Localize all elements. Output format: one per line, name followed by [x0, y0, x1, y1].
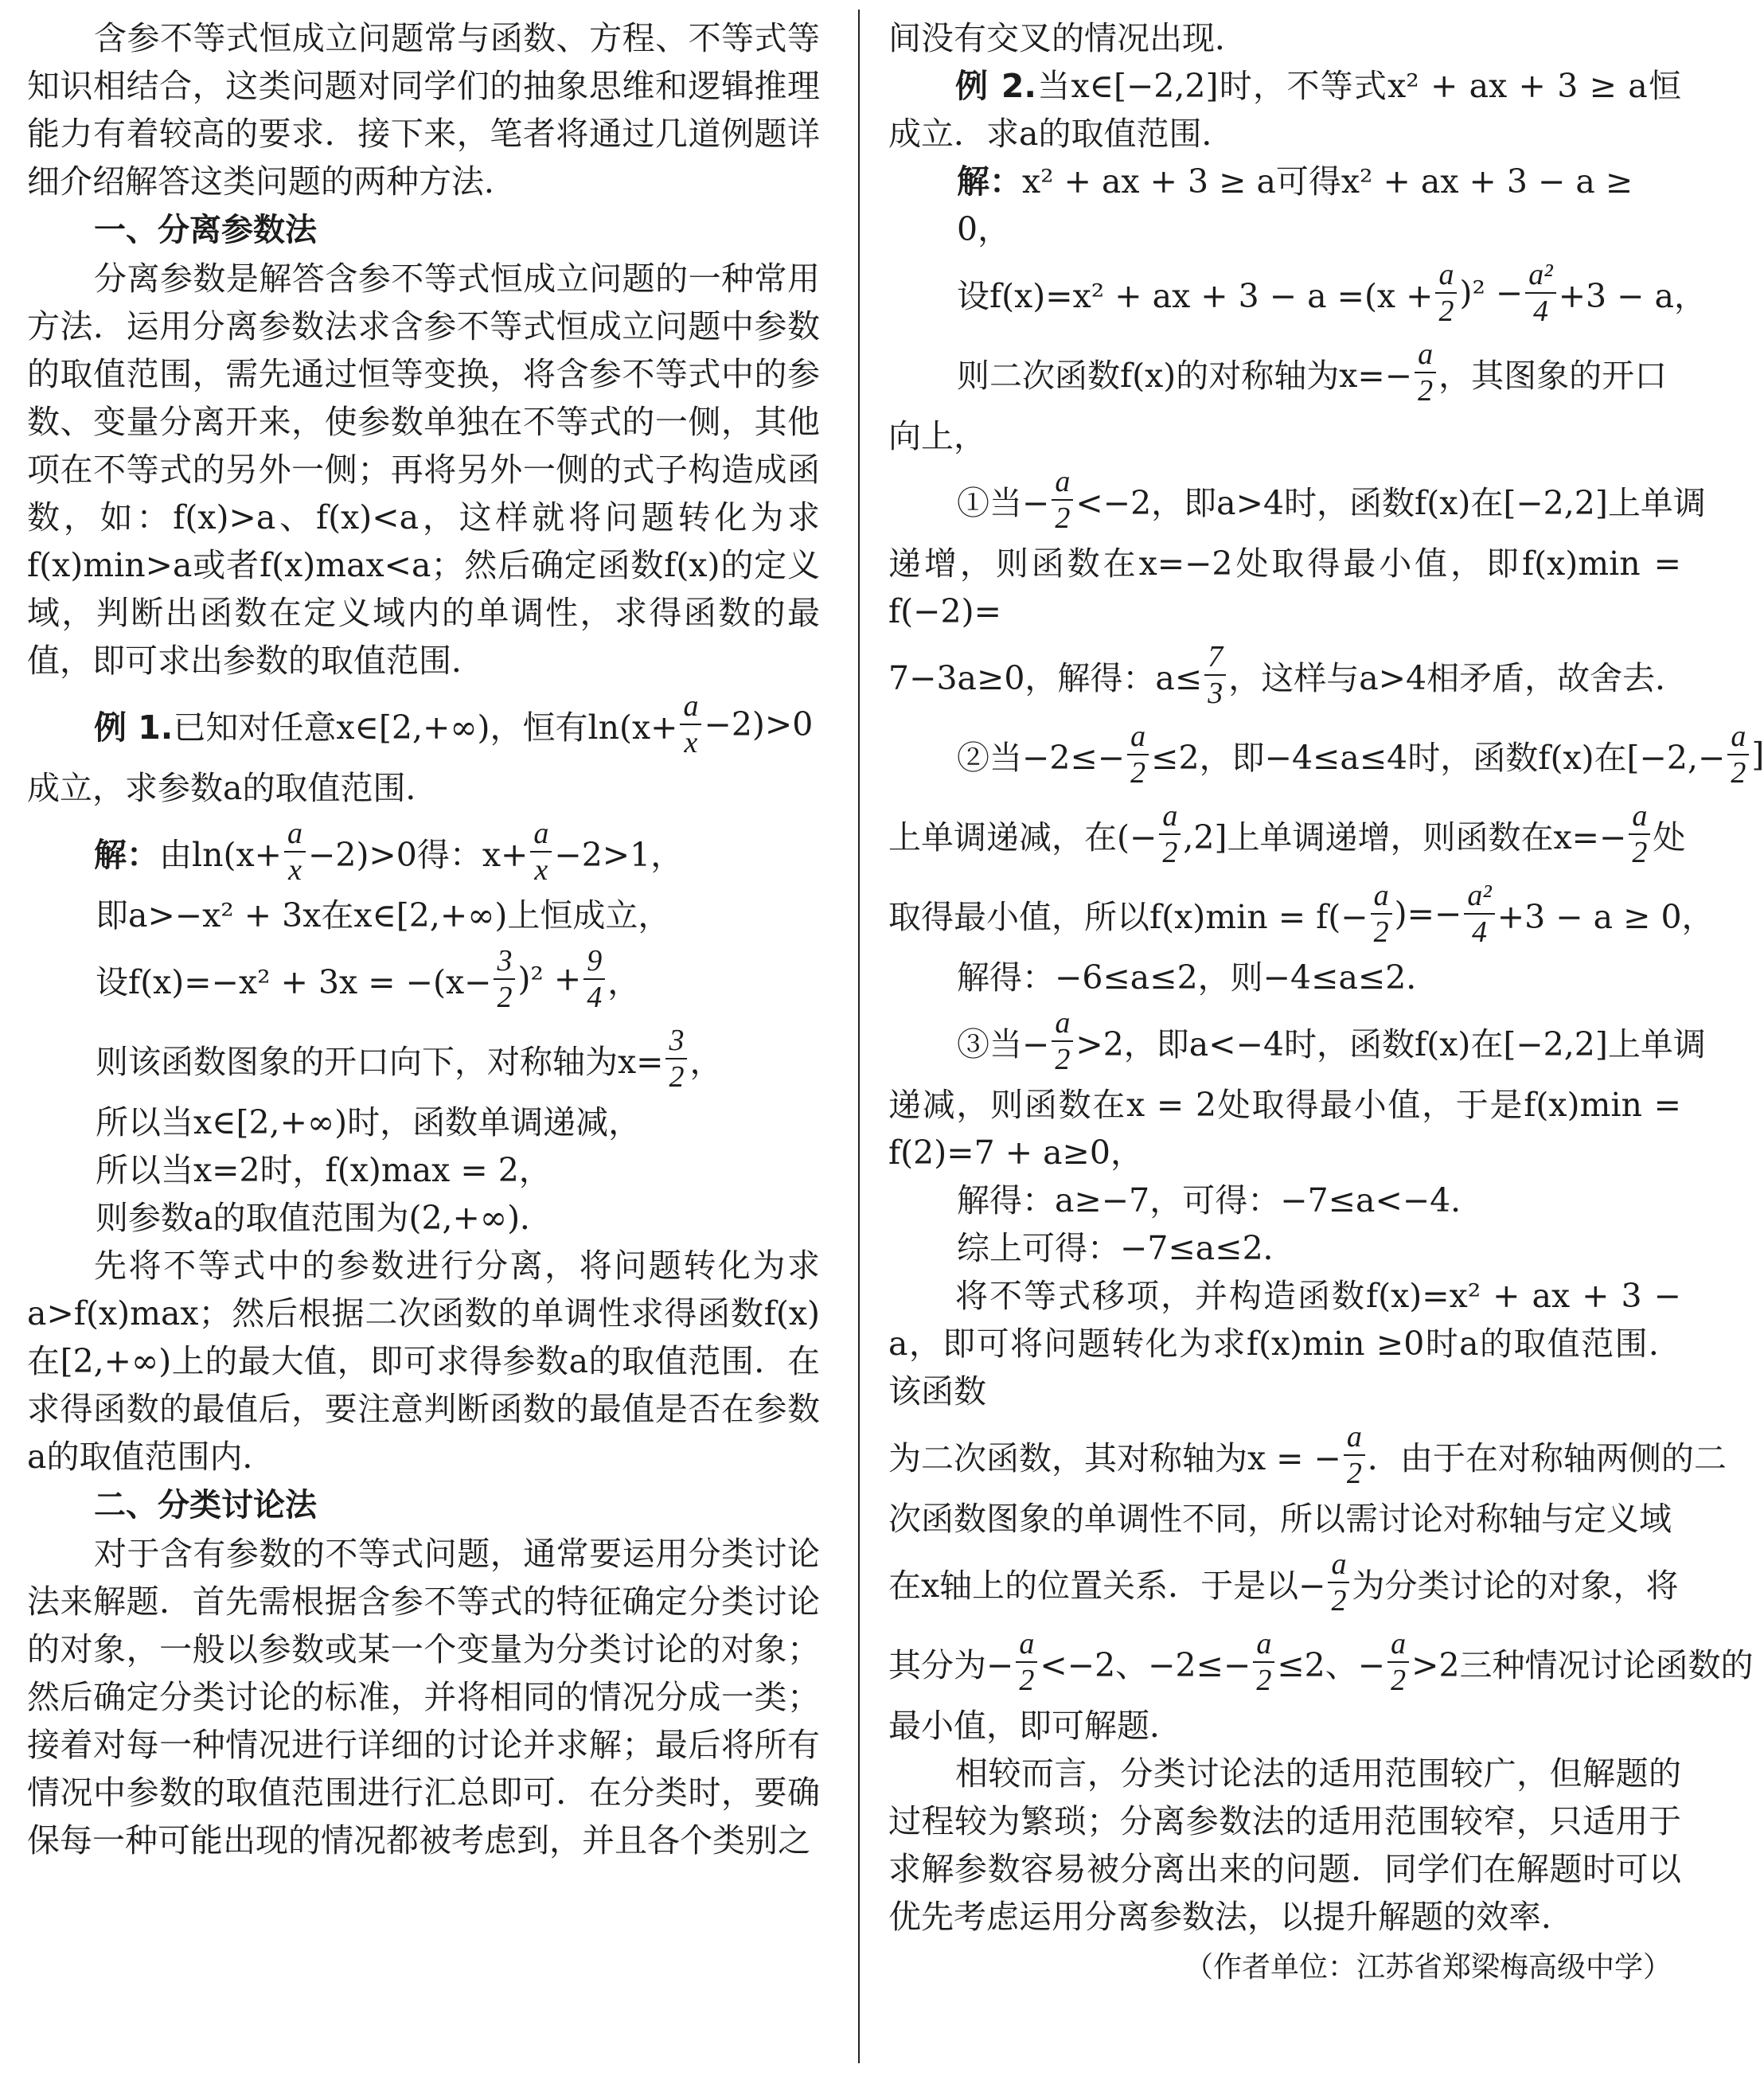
case3-line1: ③当− $\frac{a}{2}$ >2，即a<−4时，函数f(x)在[−2,2]上单调: [957, 1006, 1706, 1076]
method2-analysis-a: 将不等式移项，并构造函数f(x)=x² + ax + 3 − a，即可将问题转化为求f(x)min ≥0时a的取值范围．该函数: [888, 1277, 1681, 1411]
method2-analysis-f: 最小值，即可解题．: [888, 1707, 1182, 1745]
example1-text-a: 已知对任意x∈[2,+∞)，恒有ln(x+: [173, 708, 678, 747]
intro-paragraph: 含参不等式恒成立问题常与函数、方程、不等式等知识相结合，这类问题对同学们的抽象思维和逻辑推理能力有着较高的要求．接下来，笔者将通过几道例题详细介绍解答这类问题的两种方法．: [27, 19, 820, 201]
continued-text: 间没有交叉的情况出现．: [888, 19, 1247, 57]
solution-label: 解：: [94, 835, 159, 874]
method2-analysis-d: 在x轴上的位置关系．于是以− $\frac{a}{2}$ 为分类讨论的对象，将: [888, 1547, 1679, 1617]
solution1-line7: 则参数a的取值范围为(2,+∞)．: [96, 1199, 553, 1237]
solution1-line6: 所以当x=2时，f(x)max = 2，: [96, 1151, 552, 1189]
case2-line3: 取得最小值，所以f(x)min = f(− $\frac{a}{2}$ )=− $\frac{\text{a²}}{4}$ +3 − a ≥ 0，: [888, 879, 1715, 949]
solution1-line4: 则该函数图象的开口向下，对称轴为x= $\frac{3}{2}$ ，: [96, 1024, 723, 1094]
case1-line3: 7−3a≥0，解得：a≤ $\frac{7}{3}$ ，这样与a>4相矛盾，故舍去．: [888, 640, 1688, 710]
method2-analysis-b: 为二次函数，其对称轴为x = − $\frac{a}{2}$ ．由于在对称轴两侧的二: [888, 1420, 1727, 1490]
solution1-line2: 即a>−x² + 3x在x∈[2,+∞)上恒成立，: [96, 896, 671, 935]
solution2-line3: 则二次函数f(x)的对称轴为x=− $\frac{a}{2}$ ，其图象的开口: [957, 338, 1668, 408]
frac-a-over-x: $\frac{a}{x}$: [680, 689, 701, 760]
solution2-line2: 设f(x)=x² + ax + 3 − a =(x + $\frac{a}{2}$ )² − $\frac{\text{a²}}{4}$ +3 − a，: [957, 258, 1707, 328]
case2-line2: 上单调递减，在(− $\frac{a}{2}$ ,2]上单调递增，则函数在x=− $\frac{a}{2}$ 处: [888, 799, 1686, 869]
section-heading-1: 一、分离参数法: [94, 212, 317, 248]
case2-line1: ②当−2≤− $\frac{a}{2}$ ≤2，即−4≤a≤4时，函数f(x)在[−2,− $\frac{a}{2}$ ]: [957, 720, 1764, 790]
example1-label: 例 1.: [94, 708, 174, 747]
author-affiliation: （作者单位：江苏省郑梁梅高级中学）: [1184, 1951, 1672, 1984]
method2-analysis-c: 次函数图象的单调性不同，所以需讨论对称轴与定义域: [888, 1500, 1672, 1538]
example1-line-2: 成立，求参数a的取值范围．: [27, 769, 439, 807]
section-heading-2: 二、分类讨论法: [94, 1487, 317, 1524]
method1-summary: 先将不等式中的参数进行分离，将问题转化为求a>f(x)max；然后根据二次函数的单调性求得函数f(x)在[2,+∞)上的最大值，即可求得参数a的取值范围．在求得函数的最值后，要注意判断函数的最值是否在参数a的取值范围内．: [27, 1247, 820, 1476]
solution1-line5: 所以当x∈[2,+∞)时，函数单调递减，: [96, 1103, 642, 1141]
case3-line3: 解得：a≥−7，可得：−7≤a<−4．: [957, 1181, 1484, 1219]
example2-label: 例 2.: [955, 67, 1036, 105]
column-divider: [858, 10, 860, 2063]
solution1-line3: 设f(x)=−x² + 3x = −(x− $\frac{3}{2}$ )² + $\frac{9}{4}$ ，: [96, 944, 641, 1014]
example1-line: [94, 685, 820, 764]
solution2-line3b: 向上，: [888, 417, 986, 455]
case1-line2: 递增，则函数在x=−2处取得最小值，即f(x)min = f(−2)=: [888, 544, 1681, 630]
solution1-line1: 解： 由ln(x+ $\frac{a}{x}$ −2)>0得：x+ $\frac{a}{x}$ −2>1，: [94, 817, 684, 887]
method2-analysis-e: 其分为− $\frac{a}{2}$ <−2、−2≤− $\frac{a}{2}$ ≤2、− $\frac{a}{2}$ >2三种情况讨论函数的: [888, 1627, 1754, 1697]
case2-line4: 解得：−6≤a≤2，则−4≤a≤2．: [957, 958, 1439, 997]
method1-paragraph: 分离参数是解答含参不等式恒成立问题的一种常用方法．运用分离参数法求含参不等式恒成立问题中参数的取值范围，需先通过恒等变换，将含参不等式中的参数、变量分离开来，使参数单独在不等式的一侧，其他项在不等式的另外一侧；再将另外一侧的式子构造成函数，如：f(x)>a、f(x)<a，这样就将问题转化为求f(x)min>a或者f(x)max<a；然后确定函数f(x)的定义域，判断出函数在定义域内的单调性，求得函数的最值，即可求出参数的取值范围．: [27, 260, 820, 680]
summary-line: 综上可得：−7≤a≤2．: [957, 1229, 1296, 1267]
conclusion-paragraph: 相较而言，分类讨论法的适用范围较广，但解题的过程较为繁琐；分离参数法的适用范围较窄，只适用于求解参数容易被分离出来的问题．同学们在解题时可以优先考虑运用分离参数法，以提升解题的效率．: [888, 1754, 1681, 1936]
example2-statement: 例 2.当x∈[−2,2]时，不等式x² + ax + 3 ≥ a恒成立．求a的取值范围．: [888, 67, 1681, 153]
case1-line1: ①当− $\frac{a}{2}$ <−2，即a>4时，函数f(x)在[−2,2]上单调: [957, 465, 1706, 535]
case3-line2: 递减，则函数在x = 2处取得最小值，于是f(x)min = f(2)=7 + a≥0，: [888, 1086, 1681, 1172]
method2-paragraph: 对于含有参数的不等式问题，通常要运用分类讨论法来解题．首先需根据含参不等式的特征确定分类讨论的对象，一般以参数或某一个变量为分类讨论的对象；然后确定分类讨论的标准，并将相同的情况分成一类；接着对每一种情况进行详细的讨论并求解；最后将所有情况中参数的取值范围进行汇总即可．在分类时，要确保每一种可能出现的情况都被考虑到，并且各个类别之: [27, 1535, 820, 1859]
example1-text-b: −2)>0: [704, 705, 814, 743]
right-column: [888, 14, 1764, 1992]
left-column: [27, 14, 820, 1864]
solution2-line1: 解：x² + ax + 3 ≥ a可得x² + ax + 3 − a ≥ 0，: [957, 162, 1633, 248]
